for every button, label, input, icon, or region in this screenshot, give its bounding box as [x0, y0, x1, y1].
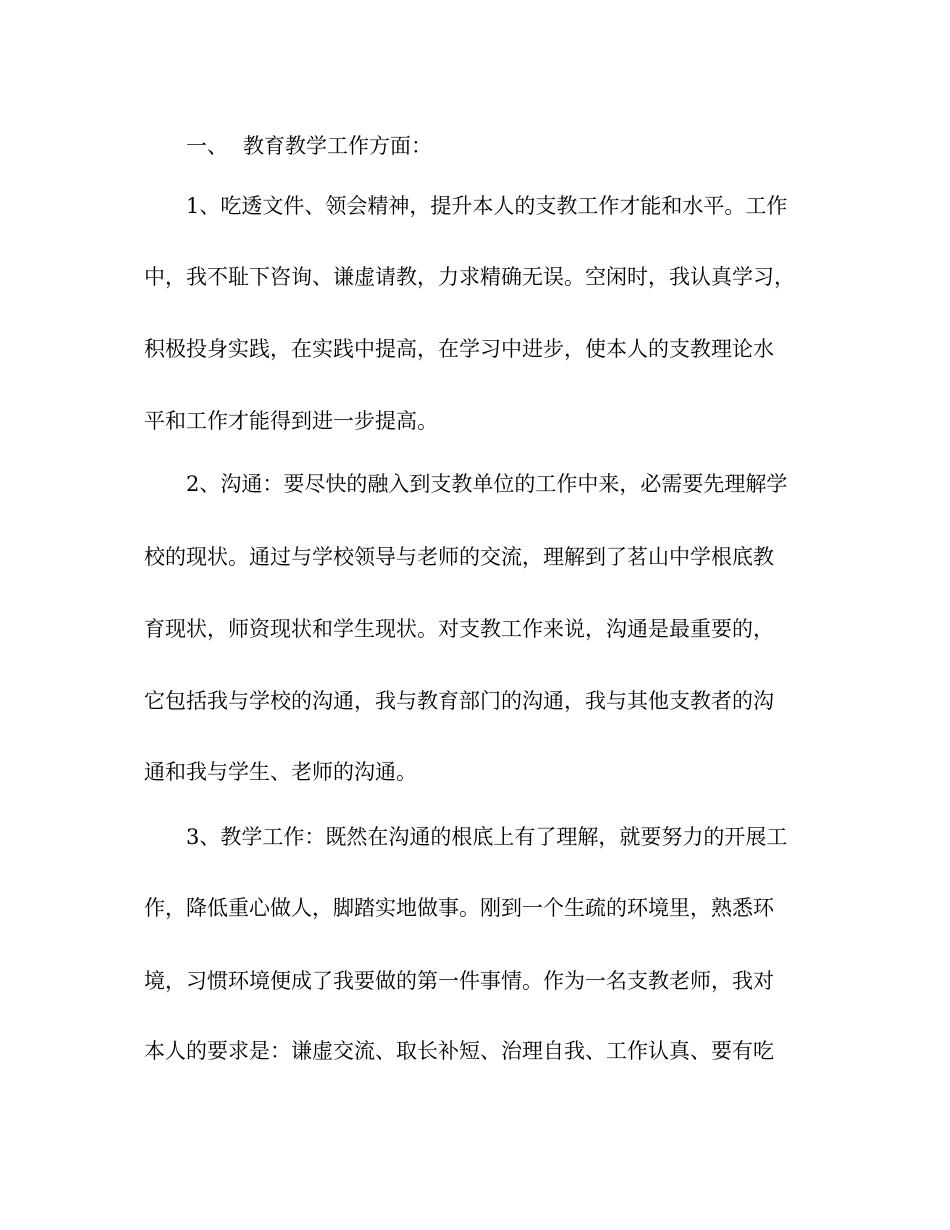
section-title: 教育教学工作方面： [243, 134, 432, 158]
paragraph-1-line-1: 1、吃透文件、领会精神，提升本人的支教工作才能和水平。工作 [186, 194, 788, 218]
paragraph-1-line-2: 中，我不耻下咨询、谦虚请教，力求精确无误。空闲时，我认真学习， [144, 265, 795, 289]
paragraph-2-line-4: 它包括我与学校的沟通，我与教育部门的沟通，我与其他支教者的沟 [144, 689, 774, 713]
paragraph-1-line-4: 平和工作才能得到进一步提高。 [144, 409, 438, 433]
paragraph-2-line-2: 校的现状。通过与学校领导与老师的交流，理解到了茗山中学根底教 [144, 545, 774, 569]
paragraph-2-line-3: 育现状，师资现状和学生现状。对支教工作来说，沟通是最重要的， [144, 617, 774, 641]
paragraph-2-line-1: 2、沟通：要尽快的融入到支教单位的工作中来，必需要先理解学 [186, 472, 788, 496]
paragraph-3-line-1: 3、教学工作：既然在沟通的根底上有了理解，就要努力的开展工 [186, 825, 788, 849]
paragraph-1-line-3: 积极投身实践，在实践中提高，在学习中进步，使本人的支教理论水 [144, 337, 774, 361]
paragraph-2-line-5: 通和我与学生、老师的沟通。 [144, 760, 417, 784]
section-number: 一、 [186, 134, 228, 158]
paragraph-3-line-2: 作，降低重心做人，脚踏实地做事。刚到一个生疏的环境里，熟悉环 [144, 896, 774, 920]
section-heading [0, 126, 950, 166]
paragraph-3-line-4: 本人的要求是：谦虚交流、取长补短、治理自我、工作认真、要有吃 [144, 1039, 774, 1063]
paragraph-3-line-3: 境，习惯环境便成了我要做的第一件事情。作为一名支教老师，我对 [144, 969, 774, 993]
